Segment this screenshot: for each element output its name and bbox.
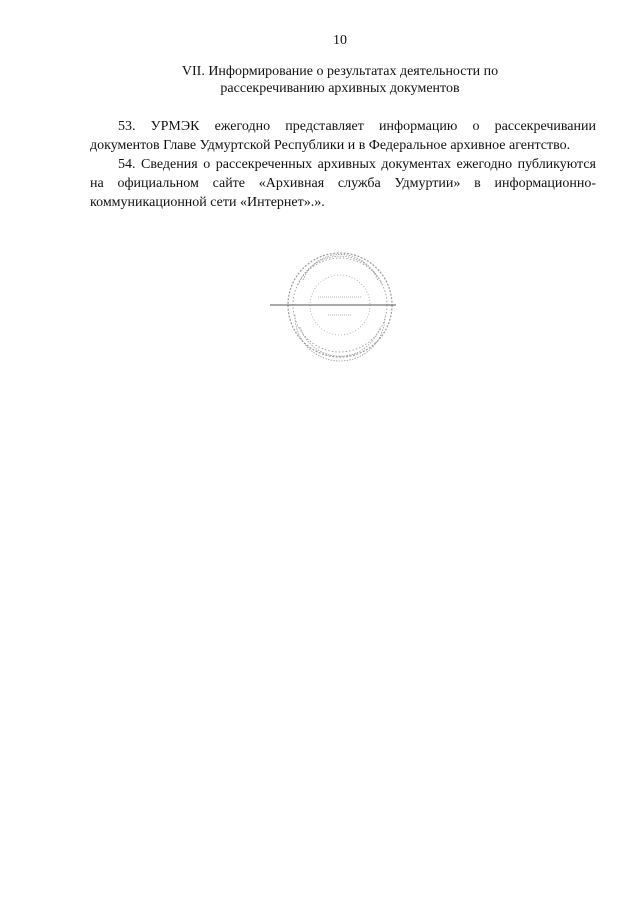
document-body: [90, 117, 596, 212]
section-title-line2: рассекречиванию архивных документов: [220, 81, 460, 96]
round-seal-stamp: [270, 245, 400, 370]
paragraph-53: 53. УРМЭК ежегодно представляет информацию о рассекречивании документов Главе Удмуртской Республики и в Федеральное архивное агентство.: [90, 119, 596, 153]
paragraph-54: 54. Сведения о рассекреченных архивных документах ежегодно публикуются на официальном сайте «Архивная служба Удмуртии» в информационно-коммуникационной сети «Интернет».».: [90, 157, 596, 210]
section-title-line1: VII. Информирование о результатах деятельности по: [181, 64, 499, 79]
section-heading: [100, 63, 580, 97]
page-number: 10: [333, 33, 347, 48]
